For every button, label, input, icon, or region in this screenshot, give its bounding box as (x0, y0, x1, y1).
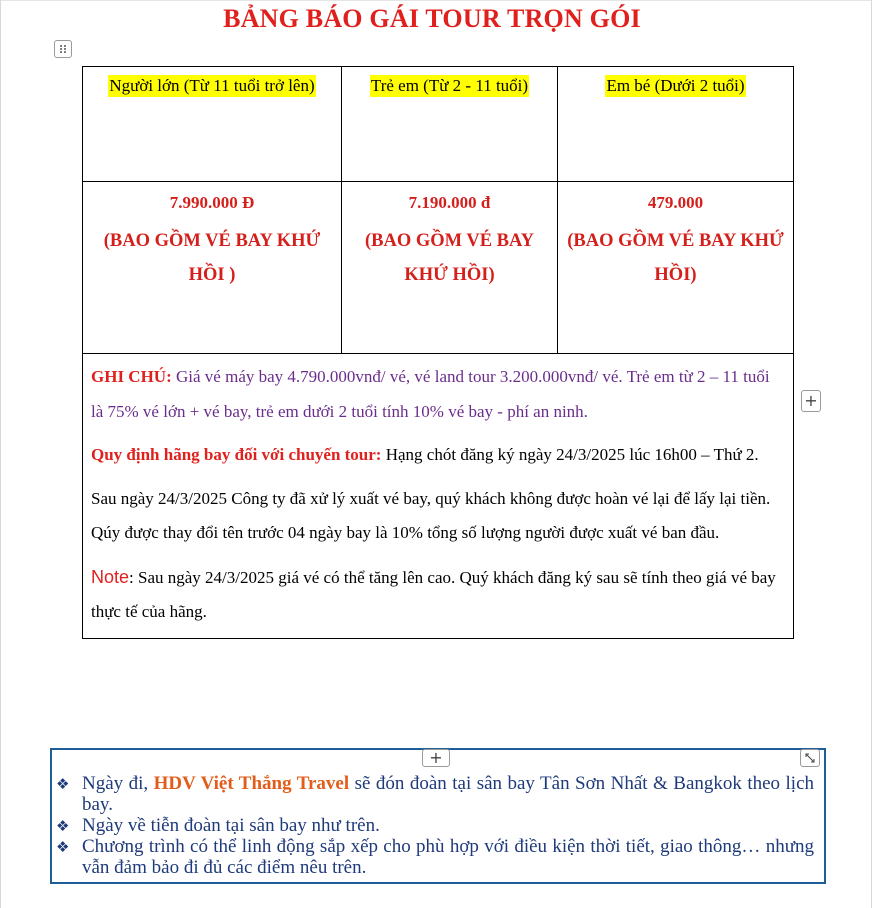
move-icon-glyph (59, 44, 67, 54)
price-adult: 7.990.000 Đ (169, 193, 255, 212)
price-note-infant: (BAO GỒM VÉ BAY KHỨ HỒI) (567, 231, 784, 285)
sau-ngay-paragraph: Sau ngày 24/3/2025 Công ty đã xử lý xuất vé bay, quý khách không được hoàn vé lại để lấy lại tiền. Qúy được thay đổi tên trước 04 ngày bay là 10% tổng số lượng người được xuất vé ban đầu. (91, 488, 771, 542)
page-edge-top (0, 0, 872, 1)
hdv-name: HDV Việt Thắng Travel (153, 773, 350, 794)
resize-icon (805, 753, 815, 763)
insert-paragraph-button[interactable] (422, 749, 450, 767)
ghi-chu-text: Giá vé máy bay 4.790.000vnđ/ vé, vé land tour 3.200.000vnđ/ vé. Trẻ em từ 2 – 11 tuổi là 75% vé lớn + vé bay, trẻ em dưới 2 tuổi tính 10% vé bay - phí an ninh. (91, 367, 770, 421)
item1-post: sẽ đón đoàn tại sân bay Tân Sơn Nhất & Bangkok theo lịch bay. (82, 773, 815, 815)
page-title: BẢNG BÁO GÁI TOUR TRỌN GÓI (223, 4, 641, 33)
plus-icon: + (429, 748, 443, 767)
header-cell-infant[interactable] (558, 67, 794, 182)
resize-handle[interactable] (800, 749, 820, 767)
ghi-chu-label: GHI CHÚ: (91, 367, 172, 386)
price-row (83, 182, 794, 354)
header-row (83, 67, 794, 182)
diamond-bullet-icon: ❖ (56, 817, 70, 835)
item1-pre: Ngày đi, (82, 773, 154, 794)
notes-row (83, 354, 794, 639)
quy-dinh-text: Hạng chót đăng ký ngày 24/3/2025 lúc 16h00 – Thứ 2. (385, 445, 759, 464)
list-item (56, 815, 814, 836)
move-icon[interactable] (54, 40, 72, 58)
insert-row-button[interactable] (801, 390, 821, 412)
price-table (82, 66, 794, 639)
price-child: 7.190.000 đ (408, 193, 491, 212)
price-cell-adult[interactable] (83, 182, 342, 354)
list-item (56, 773, 814, 815)
diamond-bullet-icon: ❖ (56, 838, 70, 856)
price-note-adult: (BAO GỒM VÉ BAY KHỨ HỒI ) (103, 231, 321, 285)
header-infant: Em bé (Dưới 2 tuổi) (606, 76, 745, 95)
header-adult: Người lớn (Từ 11 tuổi trở lên) (109, 76, 315, 95)
plus-icon: + (804, 391, 818, 410)
ghi-chu-paragraph (91, 360, 785, 429)
item3-text: Chương trình có thể linh động sắp xếp cho phù hợp với điều kiện thời tiết, giao thông… nhưng vẫn đảm bảo đi đủ các điểm nêu trên. (82, 836, 814, 878)
note-text: : Sau ngày 24/3/2025 giá vé có thể tăng lên cao. Quý khách đăng ký sau sẽ tính theo giá vé bay thực tế của hãng. (91, 567, 776, 621)
price-cell-child[interactable] (342, 182, 558, 354)
diamond-bullet-icon: ❖ (56, 775, 70, 793)
note-paragraph (91, 560, 785, 630)
list-item (56, 836, 814, 878)
header-child: Trẻ em (Từ 2 - 11 tuổi) (370, 76, 529, 95)
header-cell-child[interactable] (342, 67, 558, 182)
price-note-child: (BAO GỒM VÉ BAY KHỨ HỒI) (364, 231, 535, 285)
notes-cell[interactable] (83, 354, 794, 639)
note-label: Note (91, 566, 130, 587)
page-edge-left (0, 0, 1, 908)
itinerary-list (56, 773, 814, 878)
quy-dinh-paragraph (91, 438, 785, 473)
price-infant: 479.000 (647, 193, 704, 212)
header-cell-adult[interactable] (83, 67, 342, 182)
quy-dinh-label: Quy định hãng bay đối với chuyến tour: (91, 445, 382, 464)
price-cell-infant[interactable] (558, 182, 794, 354)
item2-text: Ngày về tiễn đoàn tại sân bay như trên. (82, 815, 380, 836)
